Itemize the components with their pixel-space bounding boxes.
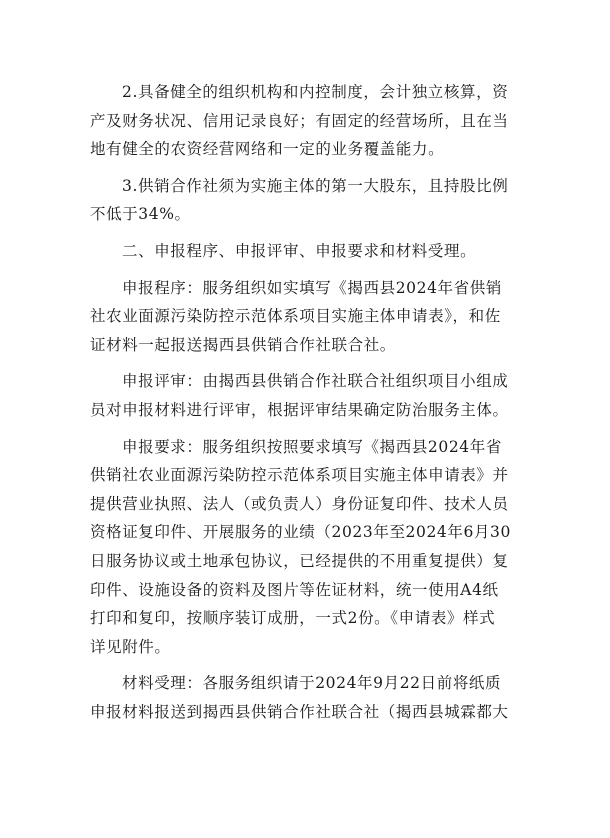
paragraph-item-3 (90, 172, 548, 229)
text-line: 申报评审：由揭西县供销合作社联合社组织项目小组成 (122, 372, 509, 391)
text-line: 2.具备健全的组织机构和内控制度，会计独立核算，资 (122, 83, 509, 101)
paragraph-review (90, 367, 548, 424)
paragraph-procedure (90, 274, 548, 360)
text-line: 打印和复印，按顺序装订成册，一式2份。《申请表》样式 (90, 609, 496, 628)
text-line: 申报要求：服务组织按照要求填写《揭西县2024年省 (122, 437, 502, 456)
paragraph-requirements (90, 433, 548, 662)
text-line: 员对申报材料进行评审，根据评审结果确定防治服务主体。 (90, 400, 509, 419)
paragraph-acceptance (90, 669, 548, 726)
section-heading (90, 237, 548, 266)
text-line: 二、申报程序、申报评审、申报要求和材料受理。 (122, 241, 477, 260)
text-line: 材料受理：各服务组织请于2024年9月22日前将纸质 (122, 674, 502, 693)
paragraph-item-2 (90, 78, 548, 164)
text-line: 资格证复印件、开展服务的业绩（2023年至2024年6月30 (90, 523, 511, 542)
text-line: 申报程序：服务组织如实填写《揭西县2024年省供销 (122, 278, 502, 297)
text-line: 供销社农业面源污染防控示范体系项目实施主体申请表》并 (90, 466, 509, 485)
text-line: 印件、设施设备的资料及图片等佐证材料，统一使用A4纸 (90, 580, 499, 599)
text-line: 日服务协议或土地承包协议，已经提供的不用重复提供）复 (90, 551, 509, 570)
text-line: 提供营业执照、法人（或负责人）身份证复印件、技术人员 (90, 494, 509, 513)
text-line: 3.供销合作社须为实施主体的第一大股东，且持股比例 (122, 176, 509, 195)
text-line: 详见附件。 (90, 637, 171, 656)
text-line: 社农业面源污染防控示范体系项目实施主体申请表》，和佐 (90, 307, 501, 326)
text-line: 申报材料报送到揭西县供销合作社联合社（揭西县城霖都大 (90, 702, 509, 721)
text-line: 不低于34%。 (90, 205, 191, 224)
text-line: 地有健全的农资经营网络和一定的业务覆盖能力。 (90, 140, 445, 159)
text-line: 产及财务状况、信用记录良好；有固定的经营场所，且在当 (90, 111, 509, 130)
text-line: 证材料一起报送揭西县供销合作社联合社。 (90, 335, 396, 354)
